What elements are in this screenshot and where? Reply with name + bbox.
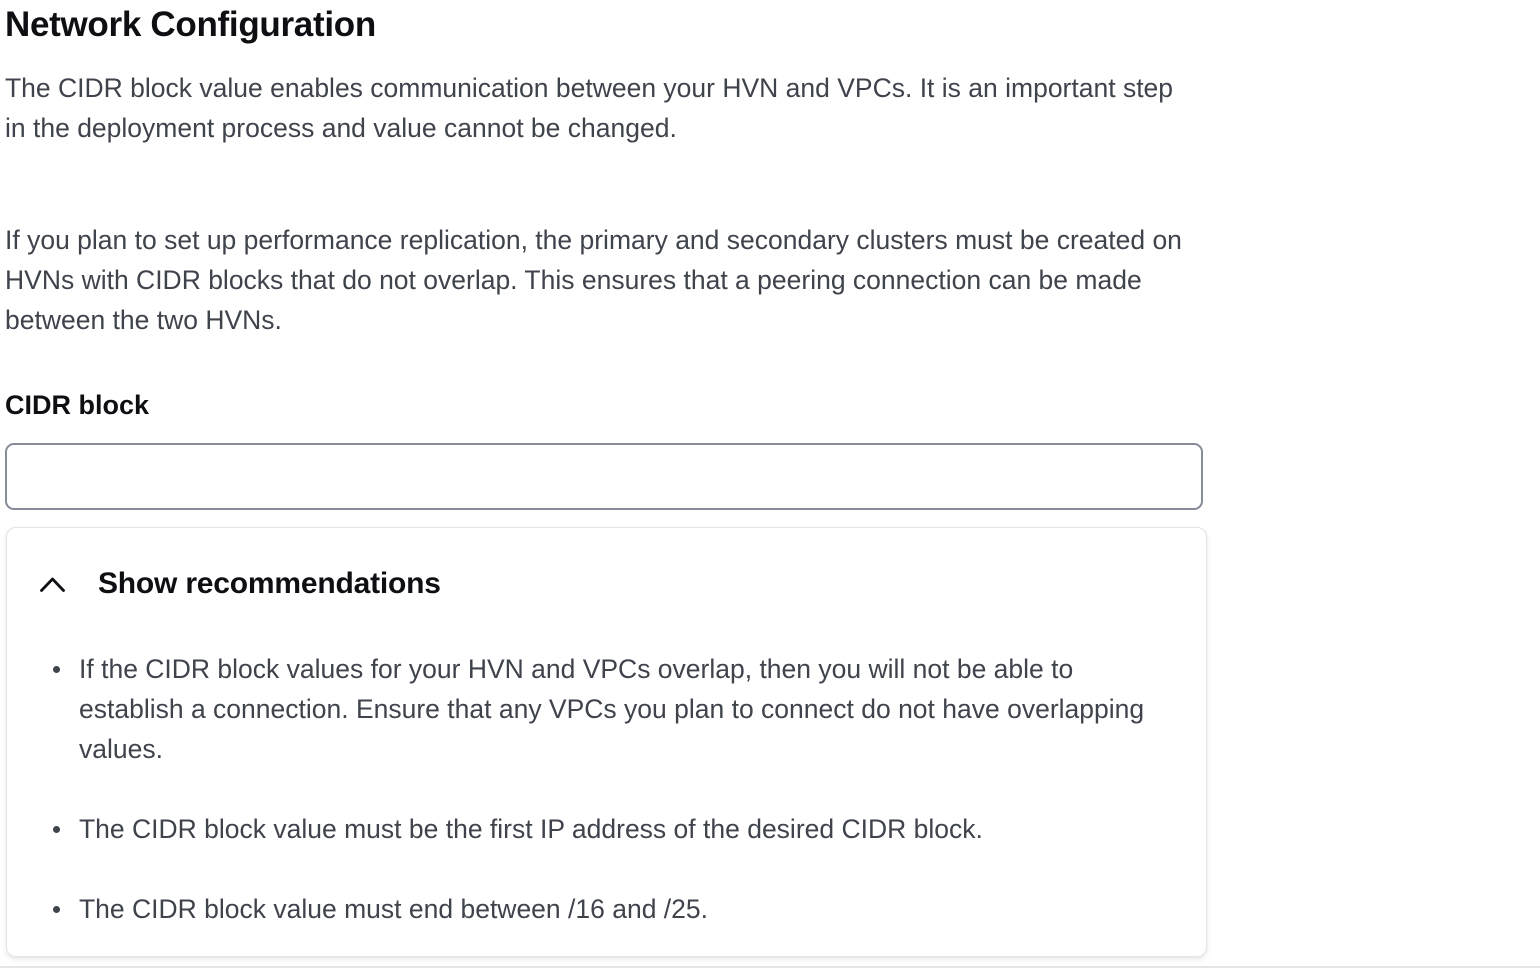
page-title: Network Configuration (5, 5, 376, 44)
show-recommendations-label: Show recommendations (98, 567, 441, 600)
recommendations-list (39, 649, 1170, 929)
recommendation-item-first-ip: The CIDR block value must be the first IP address of the desired CIDR block. (39, 809, 1170, 849)
cidr-block-label: CIDR block (5, 390, 150, 420)
recommendations-card (6, 527, 1207, 957)
recommendation-item-overlap: If the CIDR block values for your HVN and VPCs overlap, then you will not be able to establish a connection. Ensure that any VPCs you plan to connect do not have overlapping values. (39, 649, 1170, 769)
bottom-divider (0, 966, 1540, 968)
show-recommendations-toggle[interactable] (39, 566, 441, 602)
chevron-up-icon (39, 576, 66, 593)
replication-note-paragraph: If you plan to set up performance replication, the primary and secondary clusters must be created on HVNs with CIDR blocks that do not overlap. This ensures that a peering connection can be made between the two HVNs. (5, 225, 1182, 335)
cidr-block-input[interactable] (5, 443, 1203, 510)
cidr-description-paragraph: The CIDR block value enables communication between your HVN and VPCs. It is an important step in the deployment process and value cannot be changed. (5, 73, 1174, 143)
recommendation-item-range: The CIDR block value must end between /16 and /25. (39, 889, 1170, 929)
